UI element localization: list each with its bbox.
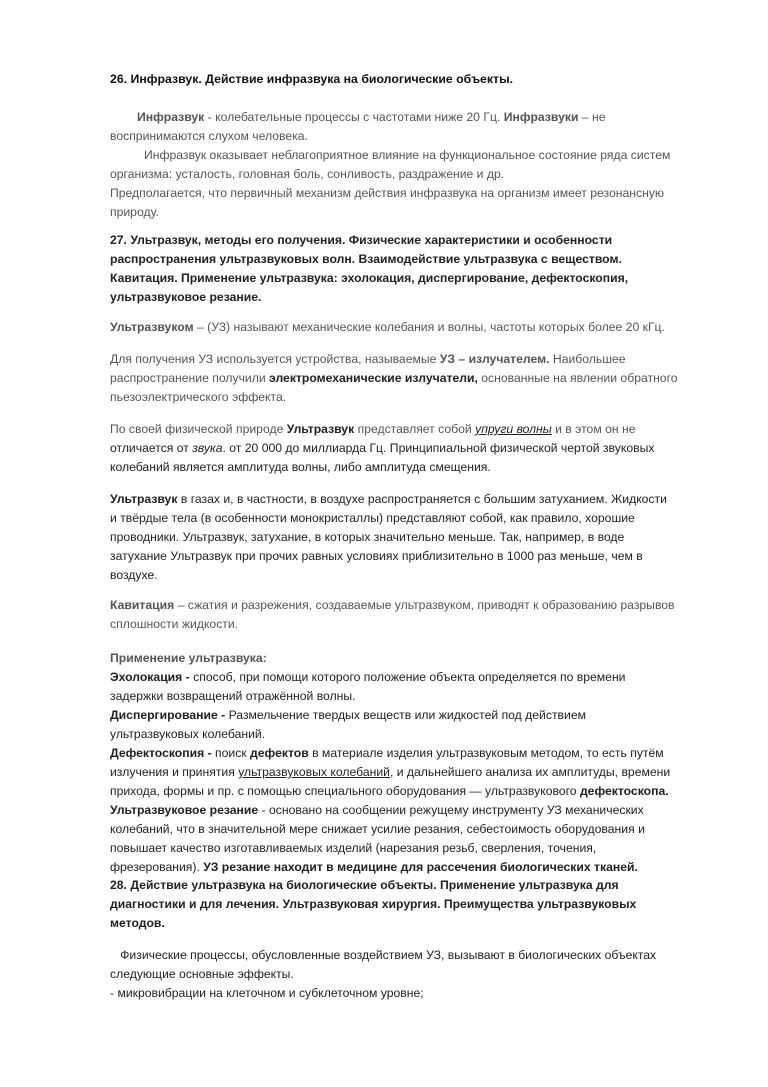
term-infrasounds: Инфразвуки — [503, 110, 579, 124]
dash: – — [193, 320, 208, 334]
ultrasound-media — [110, 490, 710, 585]
cut-line-2: колебаний, что в значительной мере снижает усилие резания, себестоимость оборудования и — [110, 822, 645, 836]
term-infrasound: Инфразвук — [137, 110, 205, 124]
definition-line-2: воспринимаются слухом человека. — [110, 129, 308, 143]
term-ultrasound: Ультразвуком — [110, 320, 194, 334]
term-cavitation: Кавитация — [110, 598, 175, 612]
heading-line: диагностики и для лечения. Ультразвуковая хирургия. Преимущества ультразвуковых — [110, 897, 637, 911]
term-defectoscope: дефектоскопа. — [579, 784, 669, 798]
ultrasound-nature — [110, 420, 710, 477]
heading-line: методов. — [110, 916, 165, 930]
heading-line: 28. Действие ультразвука на биологические объекты. Применение ультразвука для — [110, 878, 619, 892]
term-sound: звука — [192, 441, 223, 455]
bio-line-1: Физические процессы, обусловленные воздействием УЗ, вызывают в биологических объектах — [110, 948, 657, 962]
infrasound-effects — [110, 146, 710, 184]
effects-line-1: Инфразвук оказывает неблагоприятное влияние на функциональное состояние ряда систем — [144, 148, 671, 162]
section-28-heading — [110, 876, 710, 933]
applications-title: Применение ультразвука: — [110, 651, 267, 665]
term-defectoscopy: Дефектоскопия - — [110, 746, 212, 760]
link-elastic-waves[interactable]: упруги волны — [475, 422, 552, 436]
echo-line-2: задержки возвращений отражённой волны. — [110, 689, 356, 703]
heading-line: ультразвуковое резание. — [110, 290, 262, 304]
text: отличается от — [110, 441, 193, 455]
infrasound-definition — [110, 108, 710, 146]
term-dispersion: Диспергирование - — [110, 708, 226, 722]
disp-line-2: ультразвуковых колебаний. — [110, 727, 266, 741]
text: в материале изделия ультразвуковым методом, то есть путём — [308, 746, 664, 760]
applications-block — [110, 649, 710, 877]
term-emitter: УЗ – излучателем. — [439, 352, 550, 366]
definition-text-end: – не — [578, 110, 606, 124]
infrasound-mechanism — [110, 184, 710, 222]
link-ultrasonic-oscillations[interactable]: ультразвуковых колебаний — [238, 765, 390, 779]
text: способ, при помощи которого положение объекта определяется по времени — [189, 670, 626, 684]
text: , и дальнейшего анализа их амплитуды, времени — [389, 765, 671, 779]
heading-line: распространения ультразвуковых волн. Взаимодействие ультразвука с веществом. — [110, 252, 622, 266]
text: - основано на сообщении режущему инструменту УЗ механических — [258, 803, 644, 817]
text: излучения и принятия — [110, 765, 239, 779]
text: представляет собой — [354, 422, 476, 436]
definition-text: - колебательные процессы с частотами ниже 20 Гц. — [204, 110, 504, 124]
bio-line-3: - микровибрации на клеточном и субклеточном уровне; — [110, 986, 424, 1000]
bio-effects-paragraph — [110, 946, 710, 1003]
cut-line-3: повышает качество изготавливаемых изделий (нарезания резьб, сверления, точения, — [110, 841, 597, 855]
text: – сжатия и разрежения, создаваемые ультразвуком, приводят к образованию разрывов — [174, 598, 675, 612]
mechanism-line-1: Предполагается, что первичный механизм действия инфразвука на организм имеет резонансную — [110, 186, 665, 200]
text: поиск — [211, 746, 251, 760]
definition-text: (УЗ) называют механические колебания и волны, частоты которых более 20 кГц. — [207, 320, 665, 334]
effects-line-2: организма: усталость, головная боль, сонливость, раздражение и др. — [110, 167, 505, 181]
section-27-heading — [110, 231, 710, 307]
text: в газах и, в частности, в воздухе распространяется с большим затуханием. Жидкости — [177, 492, 667, 506]
heading-line: Кавитация. Применение ультразвука: эхолокация, диспергирование, дефектоскопия, — [110, 271, 629, 285]
cavitation-line-2: сплошности жидкости. — [110, 617, 239, 631]
cutting-medicine-note: УЗ резание находит в медицине для рассечения биологических тканей. — [203, 860, 638, 874]
text: Для получения УЗ используется устройства, называемые — [110, 352, 440, 366]
media-line-5: воздухе. — [110, 568, 158, 582]
text: Наибольшее — [549, 352, 626, 366]
text: и в этом он не — [551, 422, 636, 436]
text: По своей физической природе — [110, 422, 287, 436]
ultrasound-definition — [110, 318, 710, 337]
section-26-heading: 26. Инфразвук. Действие инфразвука на биологические объекты. — [110, 72, 513, 86]
term-ultrasonic-cutting: Ультразвуковое резание — [110, 803, 259, 817]
text: основанные на явлении обратного — [477, 371, 678, 385]
text: Размельчение твердых веществ или жидкостей под действием — [225, 708, 586, 722]
term-electromechanical: электромеханические излучатели, — [269, 371, 478, 385]
text: распространение получили — [110, 371, 270, 385]
text: прихода, формы и пр. с помощью специального оборудования — ультразвукового — [110, 784, 580, 798]
cavitation-paragraph — [110, 596, 710, 634]
term-ultrasound: Ультразвук — [286, 422, 355, 436]
term-ultrasound: Ультразвук — [110, 492, 178, 506]
nature-line-3: колебаний является амплитуда волны, либо амплитуда смещения. — [110, 460, 491, 474]
media-line-3: проводники. Ультразвук, затухание, в которых значительно меньше. Так, например, в воде — [110, 530, 625, 544]
heading-line: 27. Ультразвук, методы его получения. Физические характеристики и особенности — [110, 233, 613, 247]
mechanism-line-2: природу. — [110, 205, 159, 219]
text: . от 20 000 до миллиарда Гц. Принципиальной физической чертой звуковых — [222, 441, 655, 455]
term-defects: дефектов — [250, 746, 309, 760]
text: фрезерования). — [110, 860, 204, 874]
bio-line-2: следующие основные эффекты. — [110, 967, 294, 981]
media-line-2: и твёрдые тела (в особенности монокристаллы) представляют собой, как правило, хорошие — [110, 511, 635, 525]
ultrasound-obtaining — [110, 350, 710, 407]
obtain-line-3: пьезоэлектрического эффекта. — [110, 390, 287, 404]
media-line-4: затухание Ультразвук при прочих равных условиях приблизительно в 1000 раз меньше, чем в — [110, 549, 643, 563]
term-echolocation: Эхолокация - — [110, 670, 190, 684]
